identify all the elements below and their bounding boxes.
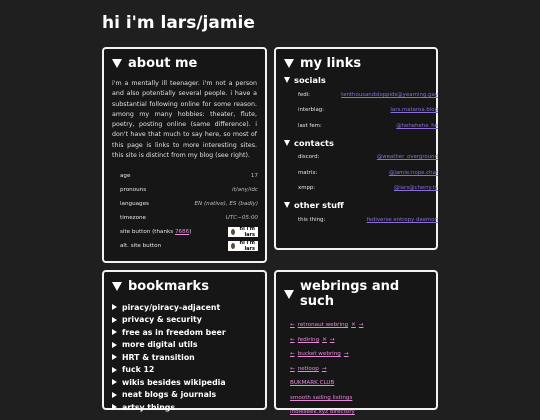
prev-arrow-link[interactable]: ← [290,322,295,329]
about-heading[interactable] [112,56,257,71]
link-value[interactable]: fediverse entropy daemon [366,216,438,223]
webring-item [290,318,428,333]
link-label: matrix: [298,169,318,176]
expand-triangle-icon [112,367,117,373]
site-button-label-post: ) [189,229,192,236]
link-value[interactable]: @jamie:nope.chat [388,169,438,176]
fact-value: EN (native), ES (badly) [194,201,258,208]
webrings-list [290,318,428,420]
link-label: this thing: [298,216,326,223]
bookmark-label: neat blogs & journals [122,390,217,400]
bookmarks-list [112,301,257,414]
link-value[interactable]: @lars@cherry.ty [393,185,438,192]
link-value[interactable]: lars.mataroa.blog [390,107,438,114]
fact-label: timezone [120,215,146,222]
link-value[interactable]: @weather_overground [376,154,438,161]
bookmarks-heading-label: bookmarks [128,279,209,294]
collapse-triangle-icon [284,77,290,83]
webrings-panel [274,270,438,416]
site-button-cell [193,225,258,239]
bookmark-item[interactable] [112,364,257,377]
bookmark-label: free as in freedom beer [122,327,226,337]
collapse-triangle-icon [284,202,290,208]
collapse-triangle-icon [112,59,122,68]
bookmark-label: piracy/piracy-adjacent [122,302,221,312]
webring-item [290,376,428,391]
bookmark-item[interactable] [112,389,257,402]
contacts-subheading[interactable] [284,138,428,148]
fact-value: it/any/idc [232,187,258,194]
fact-row [120,239,258,253]
bookmark-item[interactable] [112,326,257,339]
webring-item [290,347,428,362]
badge-text: hi i'm lars [239,240,255,253]
site-button-label-pre: site button (thanks [120,229,175,236]
expand-triangle-icon [112,304,117,310]
page-title: hi i'm lars/jamie [102,13,255,33]
webring-item [290,362,428,377]
bookmark-label: HRT & transition [122,352,195,362]
other-stuff-table [298,212,438,228]
bookmark-item[interactable] [112,314,257,327]
link-row [298,150,438,166]
bookmark-label: wikis besides wikipedia [122,377,226,387]
prev-arrow-link[interactable]: ← [290,336,295,343]
prev-arrow-link[interactable]: ← [290,365,295,372]
webring-link[interactable]: retronaut webring [297,322,349,329]
fact-row [120,169,258,183]
bookmark-label: artsy things [122,402,175,412]
bookmark-item[interactable] [112,339,257,352]
webring-link[interactable]: bucket webring [297,351,341,358]
webring-link[interactable]: BUKMARK.CLUB [290,380,335,387]
link-row [298,87,438,103]
bookmark-label: privacy & security [122,315,202,325]
site-button-label [120,225,193,239]
site-button-credit-link[interactable]: 7686 [174,229,190,236]
next-arrow-link[interactable]: → [343,351,349,358]
prev-arrow-link[interactable]: ← [290,351,295,358]
link-label: last fem: [298,122,322,129]
next-arrow-link[interactable]: → [358,322,364,329]
webring-item [290,333,428,348]
collapse-triangle-icon [284,140,290,146]
links-heading-label: my links [300,56,362,71]
expand-triangle-icon [112,404,117,410]
other-stuff-subheading[interactable] [284,200,428,210]
link-label: interblag: [298,107,325,114]
webrings-heading[interactable] [284,279,428,309]
fact-row [120,211,258,225]
link-value[interactable]: tenthousandsloppids@yearning.gay [341,91,438,98]
link-value[interactable]: @hehehehe_he [396,122,438,129]
links-panel [274,47,438,250]
bookmark-item[interactable] [112,351,257,364]
socials-title: socials [294,75,326,85]
webring-link[interactable]: netloop [297,365,319,372]
collapse-triangle-icon [284,59,294,68]
next-arrow-link[interactable]: → [321,365,327,372]
link-row [298,118,438,134]
bookmark-label: fuck 12 [122,365,155,375]
fact-row [120,183,258,197]
alt-button-label: alt. site button [120,243,162,250]
avatar-icon [231,243,235,249]
links-heading[interactable] [284,56,428,71]
webring-item [290,391,428,406]
about-panel [102,47,267,263]
link-row [298,165,438,181]
link-label: discord: [298,154,320,161]
link-label: fedi: [298,91,310,98]
bookmark-item[interactable] [112,376,257,389]
collapse-triangle-icon [284,290,294,299]
expand-triangle-icon [112,392,117,398]
fact-value: UTC−05:00 [225,215,258,222]
bookmark-label: more digital utils [122,340,198,350]
about-heading-label: about me [128,56,198,71]
expand-triangle-icon [112,317,117,323]
expand-triangle-icon [112,379,117,385]
link-row [298,103,438,119]
bookmarks-heading[interactable] [112,279,257,294]
expand-triangle-icon [112,329,117,335]
avatar-icon [231,229,235,235]
collapse-triangle-icon [112,282,122,291]
fact-label: languages [120,201,149,208]
next-arrow-link[interactable]: → [329,336,335,343]
bookmarks-panel [102,270,267,410]
fact-label: age [120,173,131,180]
fact-row [120,225,258,239]
random-link[interactable]: ✕ [322,336,327,343]
link-label: xmpp: [298,185,316,192]
expand-triangle-icon [112,342,117,348]
other-stuff-title: other stuff [294,200,344,210]
link-row [298,212,438,228]
alt-site-button-badge[interactable] [228,241,258,251]
socials-table [298,87,438,134]
socials-subheading[interactable] [284,75,428,85]
site-button-badge[interactable] [228,227,258,237]
webrings-heading-label: webrings and such [300,279,400,309]
webring-link[interactable]: smooth sailing listings [290,394,353,401]
fact-value: 17 [250,173,258,180]
webring-link[interactable]: fediring [297,336,320,343]
bookmark-item[interactable] [112,301,257,314]
fact-label: pronouns [120,187,147,194]
contacts-title: contacts [294,137,334,148]
fact-row [120,197,258,211]
webring-link[interactable]: indieseek.xyz directory [290,409,355,416]
bookmark-item[interactable] [112,401,257,414]
webring-item [290,405,428,420]
link-row [298,181,438,197]
alt-button-cell [193,239,258,253]
facts-table [120,169,258,253]
badge-text: hi i'm lars [239,226,255,239]
expand-triangle-icon [112,354,117,360]
random-link[interactable]: ✕ [351,322,356,329]
about-text: i'm a mentally ill teenager. i'm not a person and also potentially several people. i have a substantial following online for some reason. among my many hobbies: theater, flute, poetry, posting online (same difference). i don't have that much to say here, so most of this page is links to more interesting sites. this site is distinct from my blog (see right). [112,80,257,160]
contacts-table [298,150,438,197]
